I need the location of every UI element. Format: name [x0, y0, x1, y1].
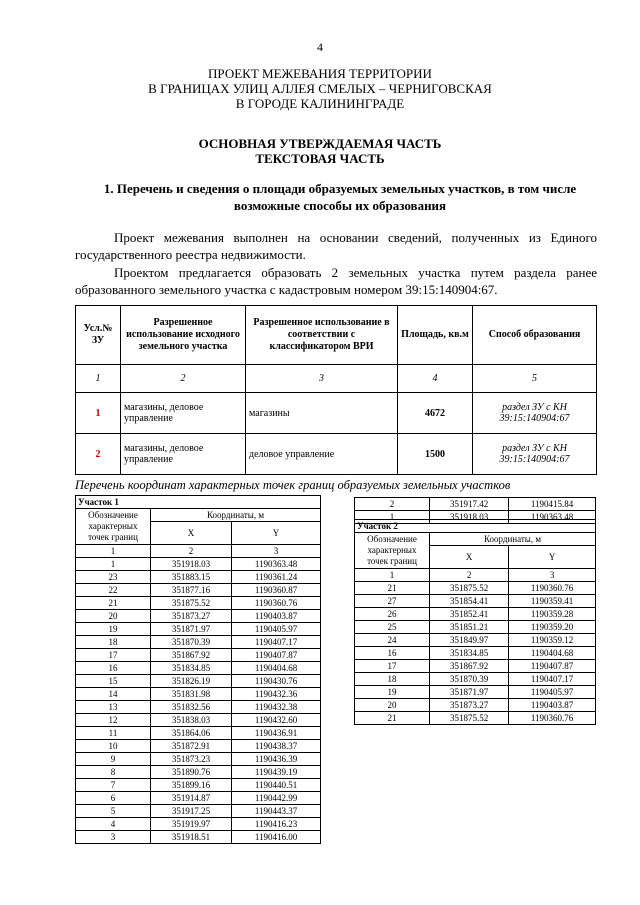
- coordinate-row: [76, 740, 321, 753]
- point-id: 5: [76, 805, 151, 818]
- point-id: 3: [76, 831, 151, 844]
- x-coordinate: 351873.27: [151, 610, 232, 623]
- coordinate-row: [355, 498, 596, 511]
- coordinate-row: [76, 792, 321, 805]
- coords-header: Координаты, м: [430, 533, 596, 546]
- point-id: 20: [355, 699, 430, 712]
- coordinate-row: [355, 582, 596, 595]
- y-coordinate: 1190363.48: [509, 511, 596, 524]
- point-id: 17: [76, 649, 151, 662]
- coord-number-row: [76, 545, 321, 558]
- main-heading: [0, 136, 640, 166]
- coordinate-row: [76, 597, 321, 610]
- point-id: 25: [355, 621, 430, 634]
- title-line-1: ПРОЕКТ МЕЖЕВАНИЯ ТЕРРИТОРИИ: [208, 66, 432, 81]
- coordinate-row: [355, 621, 596, 634]
- x-coordinate: 351870.39: [151, 636, 232, 649]
- column-number: 3: [509, 569, 596, 582]
- point-id: 8: [76, 766, 151, 779]
- x-coordinate: 351875.52: [430, 582, 509, 595]
- column-number-row: [76, 365, 597, 393]
- coord-header-row: [76, 509, 321, 522]
- x-coordinate: 351854.41: [430, 595, 509, 608]
- x-coordinate: 351852.41: [430, 608, 509, 621]
- table-header-row: [76, 306, 597, 365]
- x-coordinate: 351872.91: [151, 740, 232, 753]
- plot-2-rows: [355, 582, 596, 725]
- x-coordinate: 351832.56: [151, 701, 232, 714]
- x-coordinate: 351851.21: [430, 621, 509, 634]
- point-id: 2: [355, 498, 430, 511]
- y-coordinate: 1190432.36: [232, 688, 321, 701]
- paragraph-1: Проект межевания выполнен на основании сведений, полученных из Единого государственного реестра недвижимости.: [75, 230, 597, 262]
- column-number: 2: [121, 365, 246, 393]
- section-heading: 1. Перечень и сведения о площади образуемых земельных участков, в том числе возможные способы их образования: [103, 181, 577, 213]
- coordinate-row: [76, 818, 321, 831]
- point-id: 23: [76, 571, 151, 584]
- coordinates-caption: Перечень координат характерных точек границ образуемых земельных участков: [75, 478, 511, 492]
- point-id: 21: [76, 597, 151, 610]
- coordinate-row: [76, 584, 321, 597]
- point-id: 10: [76, 740, 151, 753]
- plot-title-row: [355, 520, 596, 533]
- column-number: 3: [232, 545, 321, 558]
- coordinate-row: [76, 610, 321, 623]
- x-coordinate: 351870.39: [430, 673, 509, 686]
- x-coordinate: 351838.03: [151, 714, 232, 727]
- main-heading-line-2: ТЕКСТОВАЯ ЧАСТЬ: [255, 151, 385, 166]
- page-number: 4: [317, 40, 323, 54]
- y-coordinate: 1190360.87: [232, 584, 321, 597]
- y-coordinate: 1190436.91: [232, 727, 321, 740]
- point-id: 11: [76, 727, 151, 740]
- x-coordinate: 351877.16: [151, 584, 232, 597]
- coordinate-row: [76, 753, 321, 766]
- point-id: 19: [76, 623, 151, 636]
- title-line-2: В ГРАНИЦАХ УЛИЦ АЛЛЕЯ СМЕЛЫХ – ЧЕРНИГОВСКАЯ: [148, 81, 492, 96]
- coordinate-row: [355, 699, 596, 712]
- original-use: магазины, деловое управление: [121, 434, 246, 475]
- y-header: Y: [509, 546, 596, 569]
- paragraph-2: Проектом предлагается образовать 2 земельных участка путем раздела ранее образованного земельного участка с кадастровым номером 39:15:140904:67.: [75, 265, 597, 297]
- coordinate-row: [355, 595, 596, 608]
- coordinate-row: [76, 831, 321, 844]
- coordinate-row: [355, 686, 596, 699]
- vri-use: магазины: [246, 393, 398, 434]
- coords-header: Координаты, м: [151, 509, 321, 522]
- point-id: 7: [76, 779, 151, 792]
- coordinate-row: [355, 608, 596, 621]
- plot-1-title: Участок 1: [76, 496, 321, 509]
- y-header: Y: [232, 522, 321, 545]
- point-id: 12: [76, 714, 151, 727]
- column-number: 1: [76, 545, 151, 558]
- x-coordinate: 351867.92: [430, 660, 509, 673]
- x-coordinate: 351873.27: [430, 699, 509, 712]
- x-coordinate: 351919.97: [151, 818, 232, 831]
- point-id: 27: [355, 595, 430, 608]
- table-row: [76, 393, 597, 434]
- coordinate-row: [76, 805, 321, 818]
- point-id: 16: [355, 647, 430, 660]
- y-coordinate: 1190404.68: [509, 647, 596, 660]
- coordinate-row: [76, 662, 321, 675]
- x-coordinate: 351826.19: [151, 675, 232, 688]
- formation-method: раздел ЗУ с КН 39:15:140904:67: [473, 434, 597, 475]
- point-id: 22: [76, 584, 151, 597]
- x-coordinate: 351918.03: [151, 558, 232, 571]
- x-coordinate: 351867.92: [151, 649, 232, 662]
- point-id: 20: [76, 610, 151, 623]
- point-id: 4: [76, 818, 151, 831]
- x-coordinate: 351899.16: [151, 779, 232, 792]
- point-id: 19: [355, 686, 430, 699]
- y-coordinate: 1190416.00: [232, 831, 321, 844]
- y-coordinate: 1190405.97: [509, 686, 596, 699]
- coordinate-row: [355, 712, 596, 725]
- original-use: магазины, деловое управление: [121, 393, 246, 434]
- document-title: [0, 66, 640, 111]
- y-coordinate: 1190405.97: [232, 623, 321, 636]
- plot-title-row: [76, 496, 321, 509]
- y-coordinate: 1190443.37: [232, 805, 321, 818]
- y-coordinate: 1190436.39: [232, 753, 321, 766]
- y-coordinate: 1190415.84: [509, 498, 596, 511]
- x-coordinate: 351873.23: [151, 753, 232, 766]
- plot-2-title: Участок 2: [355, 520, 596, 533]
- y-coordinate: 1190403.87: [232, 610, 321, 623]
- point-id: 24: [355, 634, 430, 647]
- coordinate-row: [76, 623, 321, 636]
- point-id: 1: [355, 511, 430, 524]
- y-coordinate: 1190404.68: [232, 662, 321, 675]
- coordinate-row: [76, 571, 321, 584]
- point-id: 15: [76, 675, 151, 688]
- header-method: Способ образования: [473, 306, 597, 365]
- y-coordinate: 1190432.38: [232, 701, 321, 714]
- point-id: 26: [355, 608, 430, 621]
- y-coordinate: 1190407.87: [509, 660, 596, 673]
- x-coordinate: 351871.97: [430, 686, 509, 699]
- column-number: 2: [151, 545, 232, 558]
- coordinate-row: [355, 634, 596, 647]
- plot-number: 2: [76, 434, 121, 475]
- column-number: 2: [430, 569, 509, 582]
- x-coordinate: 351849.97: [430, 634, 509, 647]
- coordinate-row: [76, 636, 321, 649]
- coord-number-row: [355, 569, 596, 582]
- vri-use: деловое управление: [246, 434, 398, 475]
- formation-method: раздел ЗУ с КН 39:15:140904:67: [473, 393, 597, 434]
- main-heading-line-1: ОСНОВНАЯ УТВЕРЖДАЕМАЯ ЧАСТЬ: [198, 136, 442, 151]
- point-id: 1: [76, 558, 151, 571]
- table-row: [76, 434, 597, 475]
- plot-number: 1: [76, 393, 121, 434]
- y-coordinate: 1190360.76: [232, 597, 321, 610]
- y-coordinate: 1190407.87: [232, 649, 321, 662]
- point-id: 16: [76, 662, 151, 675]
- x-coordinate: 351875.52: [430, 712, 509, 725]
- plot-1-rows: [76, 558, 321, 844]
- point-id: 9: [76, 753, 151, 766]
- x-coordinate: 351918.03: [430, 511, 509, 524]
- x-header: X: [151, 522, 232, 545]
- plot-area: 4672: [398, 393, 473, 434]
- x-coordinate: 351864.06: [151, 727, 232, 740]
- column-number: 1: [355, 569, 430, 582]
- y-coordinate: 1190363.48: [232, 558, 321, 571]
- y-coordinate: 1190360.76: [509, 712, 596, 725]
- coordinate-row: [76, 701, 321, 714]
- header-vri-use: Разрешенное использование в соответствии с классификатором ВРИ: [246, 306, 398, 365]
- point-id: 21: [355, 582, 430, 595]
- y-coordinate: 1190407.17: [509, 673, 596, 686]
- coordinate-row: [76, 649, 321, 662]
- coordinate-row: [76, 688, 321, 701]
- y-coordinate: 1190359.41: [509, 595, 596, 608]
- plot-2-coordinates-table: [354, 519, 596, 725]
- plot-area: 1500: [398, 434, 473, 475]
- x-coordinate: 351917.25: [151, 805, 232, 818]
- y-coordinate: 1190359.20: [509, 621, 596, 634]
- y-coordinate: 1190438.37: [232, 740, 321, 753]
- x-coordinate: 351834.85: [151, 662, 232, 675]
- point-label-header: Обозначение характерных точек границ: [355, 533, 430, 569]
- y-coordinate: 1190440.51: [232, 779, 321, 792]
- point-id: 17: [355, 660, 430, 673]
- y-coordinate: 1190359.12: [509, 634, 596, 647]
- header-plot-number: Усл.№ ЗУ: [76, 306, 121, 365]
- y-coordinate: 1190439.19: [232, 766, 321, 779]
- x-coordinate: 351834.85: [430, 647, 509, 660]
- title-line-3: В ГОРОДЕ КАЛИНИНГРАДЕ: [235, 96, 405, 111]
- x-coordinate: 351875.52: [151, 597, 232, 610]
- coordinate-row: [355, 660, 596, 673]
- y-coordinate: 1190403.87: [509, 699, 596, 712]
- x-coordinate: 351918.51: [151, 831, 232, 844]
- y-coordinate: 1190432.60: [232, 714, 321, 727]
- coord-header-row: [355, 533, 596, 546]
- x-header: X: [430, 546, 509, 569]
- column-number: 3: [246, 365, 398, 393]
- x-coordinate: 351871.97: [151, 623, 232, 636]
- column-number: 4: [398, 365, 473, 393]
- y-coordinate: 1190361.24: [232, 571, 321, 584]
- point-id: 6: [76, 792, 151, 805]
- y-coordinate: 1190407.17: [232, 636, 321, 649]
- y-coordinate: 1190360.76: [509, 582, 596, 595]
- y-coordinate: 1190442.99: [232, 792, 321, 805]
- column-number: 5: [473, 365, 597, 393]
- point-id: 13: [76, 701, 151, 714]
- header-original-use: Разрешенное использование исходного земельного участка: [121, 306, 246, 365]
- coordinate-row: [76, 558, 321, 571]
- coordinate-row: [76, 727, 321, 740]
- x-coordinate: 351883.15: [151, 571, 232, 584]
- y-coordinate: 1190359.28: [509, 608, 596, 621]
- point-id: 14: [76, 688, 151, 701]
- y-coordinate: 1190430.76: [232, 675, 321, 688]
- point-label-header: Обозначение характерных точек границ: [76, 509, 151, 545]
- land-plots-table: [75, 305, 597, 475]
- coordinate-row: [76, 779, 321, 792]
- header-area: Площадь, кв.м: [398, 306, 473, 365]
- coordinate-row: [76, 766, 321, 779]
- point-id: 18: [76, 636, 151, 649]
- plot-1-coordinates-table: [75, 495, 321, 844]
- point-id: 18: [355, 673, 430, 686]
- coordinate-row: [355, 673, 596, 686]
- point-id: 21: [355, 712, 430, 725]
- x-coordinate: 351831.98: [151, 688, 232, 701]
- x-coordinate: 351890.76: [151, 766, 232, 779]
- coordinate-row: [76, 714, 321, 727]
- y-coordinate: 1190416.23: [232, 818, 321, 831]
- coordinate-row: [355, 647, 596, 660]
- x-coordinate: 351914.87: [151, 792, 232, 805]
- x-coordinate: 351917.42: [430, 498, 509, 511]
- column-number: 1: [76, 365, 121, 393]
- coordinate-row: [76, 675, 321, 688]
